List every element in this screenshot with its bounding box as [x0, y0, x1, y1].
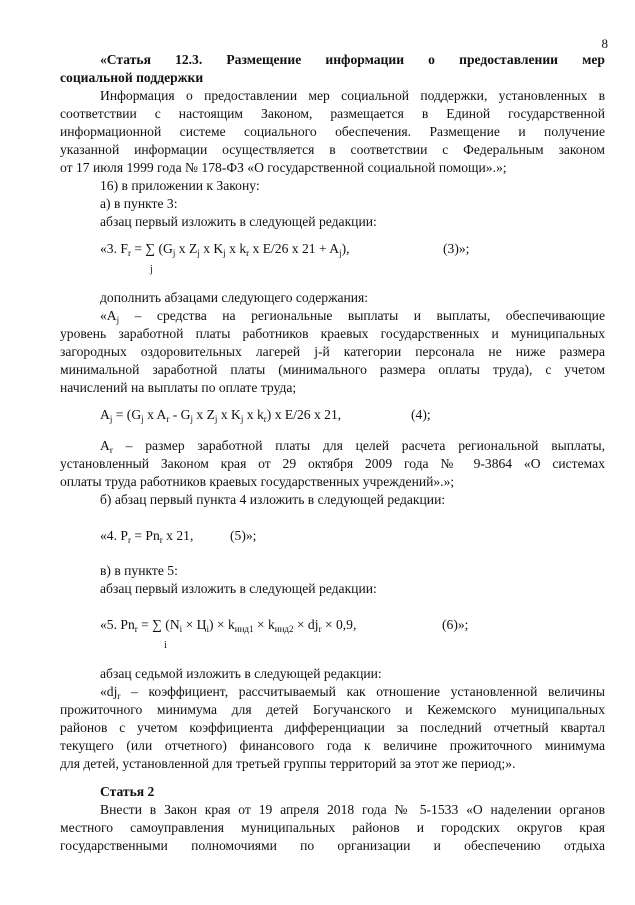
article-2-line: местного самоуправления муниципальных районов и городских округов края	[60, 820, 605, 835]
item-16: 16) в приложении к Закону:	[100, 178, 260, 193]
info-paragraph-line: соответствии с настоящим Законом, размещается в Единой государственной	[60, 106, 605, 121]
info-paragraph-line: от 17 июля 1999 года № 178-ФЗ «О государственной социальной помощи».»;	[60, 160, 507, 175]
formula-4-number: (4);	[411, 407, 431, 422]
info-paragraph-line: Информация о предоставлении мер социальной поддержки, установленных в	[100, 88, 605, 103]
info-paragraph-line: указанной информации осуществляется в соответствии с Федеральным законом	[60, 142, 605, 157]
edit-instruction-2: абзац первый изложить в следующей редакции:	[100, 581, 377, 596]
formula-3: «3. $F_r$ = ∑ ($G_j$ x $Z_j$ x $K_j$ x $k_r$ x E/26 x $21 + A_j$),	[100, 241, 350, 258]
item-v: в) в пункте 5:	[100, 563, 178, 578]
page-number: 8	[601, 36, 608, 51]
article-12-3-heading-line2: социальной поддержки	[60, 70, 204, 85]
sum-index-i: i	[164, 640, 167, 651]
item-b: б) абзац первый пункта 4 изложить в следующей редакции:	[100, 492, 446, 507]
aj-paragraph-line: минимальной заработной платы (минимального размера оплаты труда), с учетом	[60, 362, 605, 377]
ar-paragraph-line: оплаты труда работников краевых государственных учреждений».»;	[60, 474, 455, 489]
formula-5-number: (5)»;	[230, 528, 257, 543]
info-paragraph-line: информационной системе социального обеспечения. Размещение и получение	[60, 124, 605, 139]
edit-instruction-seventh: абзац седьмой изложить в следующей редакции:	[100, 666, 382, 681]
aj-paragraph-line: «$A_j$ – средства на региональные выплаты и выплаты, обеспечивающие	[100, 308, 605, 325]
aj-paragraph-line: начислений на выплаты по оплате труда;	[60, 380, 297, 395]
article-2-line: Внести в Закон края от 19 апреля 2018 года № 5-1533 «О наделении органов	[100, 802, 605, 817]
supplement-instruction: дополнить абзацами следующего содержания:	[100, 290, 369, 305]
article-12-3-heading-line1: «Статья 12.3. Размещение информации о предоставлении мер	[100, 52, 605, 67]
article-2-line: государственными полномочиями по организации и обеспечению отдыха	[60, 838, 605, 853]
ar-paragraph-line: установленный Законом края от 29 октября 2009 года № 9-3864 «О системах	[60, 456, 605, 471]
item-a: а) в пункте 3:	[100, 196, 178, 211]
article-2-heading: Статья 2	[100, 784, 155, 799]
djr-paragraph-line: прожиточного минимума для детей Богучанского и Кежемского муниципальных	[60, 702, 605, 717]
sum-index-j: j	[150, 264, 153, 275]
aj-paragraph-line: загородных оздоровительных лагерей j-й категории персонала не ниже размера	[60, 344, 605, 359]
edit-instruction: абзац первый изложить в следующей редакции:	[100, 214, 377, 229]
formula-3-number: (3)»;	[443, 241, 470, 256]
aj-paragraph-line: уровень заработной платы работников краевых государственных и муниципальных	[60, 326, 605, 341]
formula-5: «4. $P_r = Pn_r$ x 21,	[100, 528, 194, 545]
djr-paragraph-line: текущего (или отчетного) финансового года к величине прожиточного минимума	[60, 738, 605, 753]
djr-paragraph-line: «$dj_r$ – коэффициент, рассчитываемый как отношение установленной величины	[100, 684, 605, 701]
formula-6: «5. $Pn_r$ = ∑ $(N_i \times Ц_i) \times k_{инд1} \times k_{инд2} \times dj_r \times 0,9$,	[100, 617, 357, 634]
djr-paragraph-line: районов с учетом коэффициента дифференциации за последний отчетный квартал	[60, 720, 605, 735]
formula-6-number: (6)»;	[442, 617, 469, 632]
djr-paragraph-line: для детей, установленной для третьей группы территорий за этот же период;».	[60, 756, 516, 771]
ar-paragraph-line: $A_r$ – размер заработной платы для целей расчета региональной выплаты,	[100, 438, 605, 455]
formula-4: $A_j = (G_j$ x $A_r - G_j$ x $Z_j$ x $K_j$ x $k_r$) x E/26 x 21,	[100, 407, 342, 424]
